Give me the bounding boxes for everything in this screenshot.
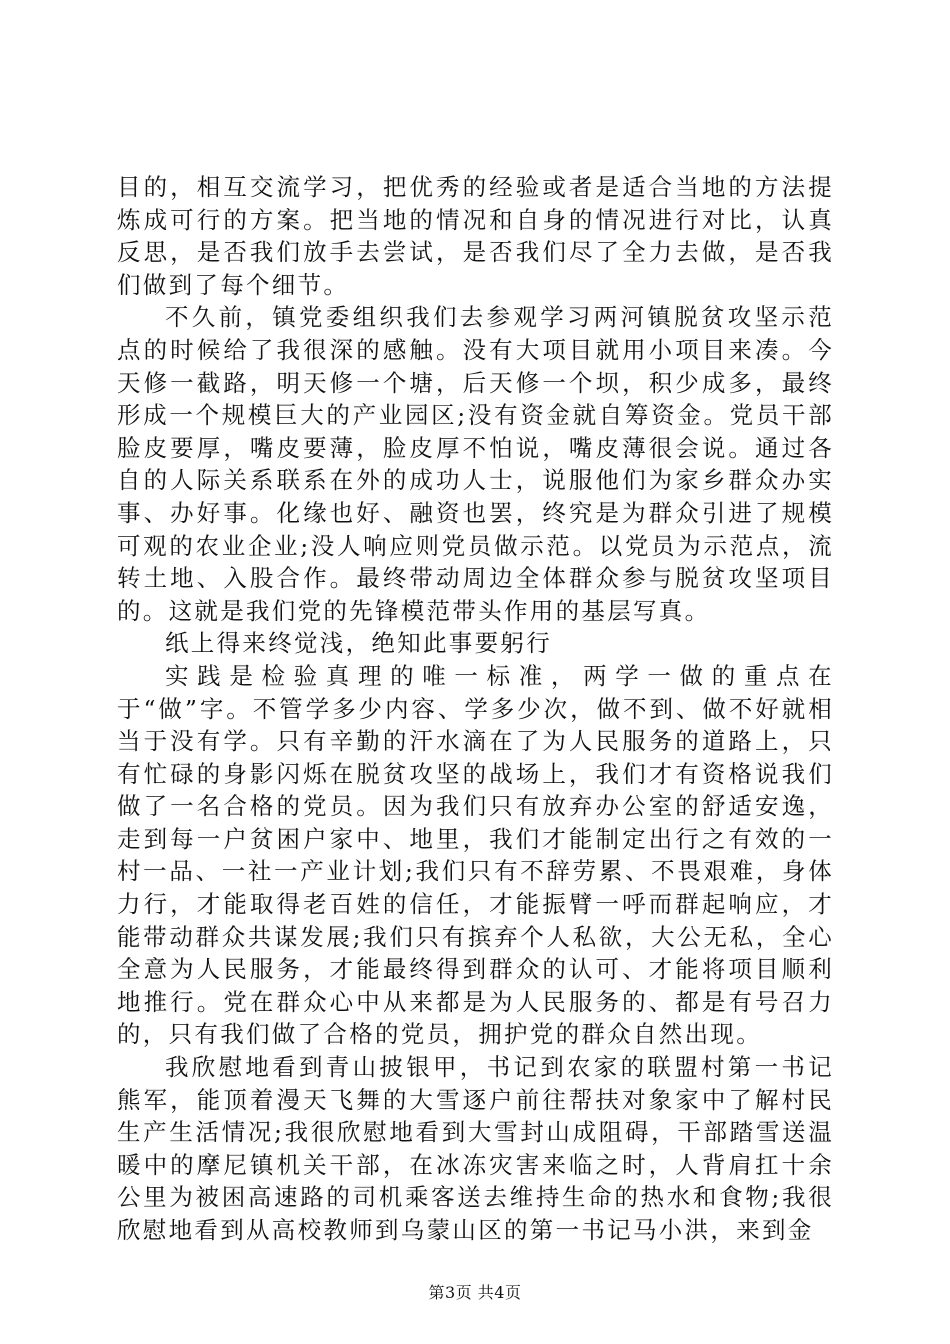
page-number-footer: 第3页 共4页 [428, 1283, 522, 1302]
section-heading: 纸上得来终觉浅，绝知此事要躬行 [165, 629, 552, 658]
paragraph-2: 不久前，镇党委组织我们去参观学习两河镇脱贫攻坚示范点的时候给了我很深的感触。没有大项目就用小项目来凑。今天修一截路，明天修一个塘，后天修一个坝，积少成多，最终形成一个规模巨大的产业园区;没有资金就自筹资金。党员干部脸皮要厚，嘴皮要薄，脸皮厚不怕说，嘴皮薄很会说。通过各自的人际关系联系在外的成功人士，说服他们为家乡群众办实事、办好事。化缘也好、融资也罢，终究是为群众引进了规模可观的农业企业;没人响应则党员做示范。以党员为示范点，流转土地、入股合作。最终带动周边全体群众参与脱贫攻坚项目的。这就是我们党的先锋模范带头作用的基层写真。 [117, 303, 834, 625]
paragraph-1: 目的，相互交流学习，把优秀的经验或者是适合当地的方法提炼成可行的方案。把当地的情况和自身的情况进行对比，认真反思，是否我们放手去尝试，是否我们尽了全力去做，是否我们做到了每个细节。 [117, 173, 834, 299]
body-text [117, 171, 834, 1247]
paragraph-4: 我欣慰地看到青山披银甲，书记到农家的联盟村第一书记熊军，能顶着漫天飞舞的大雪逐户前往帮扶对象家中了解村民生产生活情况;我很欣慰地看到大雪封山成阻碍，干部踏雪送温暖中的摩尼镇机关干部，在冰冻灾害来临之时，人背肩扛十余公里为被困高速路的司机乘客送去维持生命的热水和食物;我很欣慰地看到从高校教师到乌蒙山区的第一书记马小洪，来到金 [117, 1053, 834, 1244]
paragraph-3: 实践是检验真理的唯一标准，两学一做的重点在于“做”字。不管学多少内容、学多少次，做不到、做不好就相当于没有学。只有辛勤的汗水滴在了为人民服务的道路上，只有忙碌的身影闪烁在脱贫攻坚的战场上，我们才有资格说我们做了一名合格的党员。因为我们只有放弃办公室的舒适安逸，走到每一户贫困户家中、地里，我们才能制定出行之有效的一村一品、一社一产业计划;我们只有不辞劳累、不畏艰难，身体力行，才能取得老百姓的信任，才能振臂一呼而群起响应，才能带动群众共谋发展;我们只有摈弃个人私欲，大公无私，全心全意为人民服务，才能最终得到群众的认可、才能将项目顺利地推行。党在群众心中从来都是为人民服务的、都是有号召力的，只有我们做了合格的党员，拥护党的群众自然出现。 [117, 661, 834, 1049]
